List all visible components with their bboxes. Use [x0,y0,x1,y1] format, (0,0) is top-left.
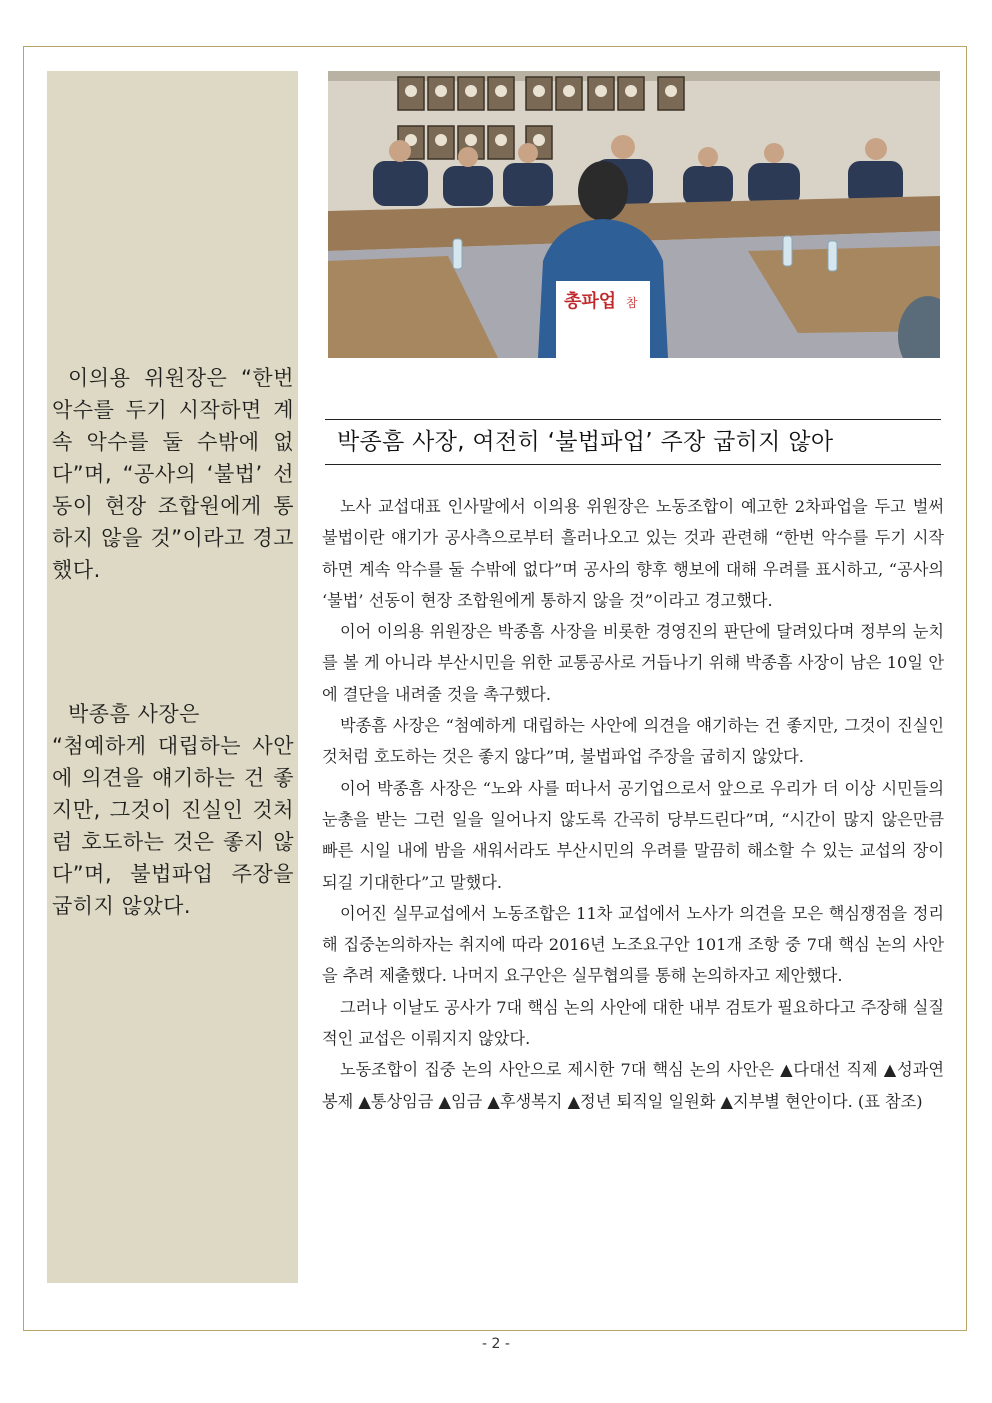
article-paragraph: 노사 교섭대표 인사말에서 이의용 위원장은 노동조합이 예고한 2차파업을 두고 벌써 불법이란 얘기가 공사측으로부터 흘러나오고 있는 것과 관련해 “한번 악수를 두기 시작하면 계속 악수를 둘 수밖에 없다”며 공사의 향후 행보에 대해 우려를 표시하고, “공사의 ‘불법’ 선동이 현장 조합원에게 통하지 않을 것”이라고 경고했다. [322,497,944,610]
sidebar-quote-union-chair [52,362,294,586]
quote2-body: “첨예하게 대립하는 사안에 의견을 얘기하는 건 좋지만, 그것이 진실인 것처럼 호도하는 것은 좋지 않다”며, 불법파업 주장을 굽히지 않았다. [52,734,294,918]
sidebar-quote-ceo [52,698,294,922]
article-body [322,491,944,1117]
meeting-photo [328,71,940,358]
article-headline: 박종흠 사장, 여전히 ‘불법파업’ 주장 굽히지 않아 [337,429,834,455]
article-paragraph: 노동조합이 집중 논의 사안으로 제시한 7대 핵심 논의 사안은 ▲다대선 직제 ▲성과연봉제 ▲통상임금 ▲임금 ▲후생복지 ▲정년 퇴직일 일원화 ▲지부별 현안이다. (표 참조) [322,1060,944,1111]
article-paragraph: 이어진 실무교섭에서 노동조합은 11차 교섭에서 노사가 의견을 모은 핵심쟁점을 정리해 집중논의하자는 취지에 따라 2016년 노조요구안 101개 조항 중 7대 핵심 논의 사안을 추려 제출했다. 나머지 요구안은 실무협의를 통해 논의하자고 제안했다. [322,903,944,986]
article-paragraph: 이어 박종흠 사장은 “노와 사를 떠나서 공기업으로서 앞으로 우리가 더 이상 시민들의 눈총을 받는 그런 일을 일어나지 않도록 간곡히 당부드린다”며, “시간이 많지 않은만큼 빠른 시일 내에 밤을 새워서라도 부산시민의 우려를 말끔히 해소할 수 있는 교섭의 장이 되길 기대한다”고 말했다. [322,778,944,892]
article-paragraph: 박종흠 사장은 “첨예하게 대립하는 사안에 의견을 얘기하는 건 좋지만, 그것이 진실인 것처럼 호도하는 것은 좋지 않다”며, 불법파업 주장을 굽히지 않았다. [322,716,944,767]
quote2-intro: 박종흠 사장은 [68,702,200,726]
page-number: - 2 - [482,1336,510,1352]
vest-mark: 참 [626,296,638,310]
article-paragraph: 그러나 이날도 공사가 7대 핵심 논의 사안에 대한 내부 검토가 필요하다고 주장해 실질적인 교섭은 이뤄지지 않았다. [322,997,944,1049]
vest-text: 총파업 [564,291,617,312]
article-paragraph: 이어 이의용 위원장은 박종흠 사장을 비롯한 경영진의 판단에 달려있다며 정부의 눈치를 볼 게 아니라 부산시민을 위한 교통공사로 거듭나기 위해 박종흠 사장이 남은 10일 안에 결단을 내려줄 것을 촉구했다. [322,622,944,704]
headline-rule-box [325,419,941,465]
quote1-text: 이의용 위원장은 “한번 악수를 두기 시작하면 계속 악수를 둘 수밖에 없다”며, “공사의 ‘불법’ 선동이 현장 조합원에게 통하지 않을 것”이라고 경고했다. [52,366,294,582]
sidebar-quote-box [47,71,298,1283]
